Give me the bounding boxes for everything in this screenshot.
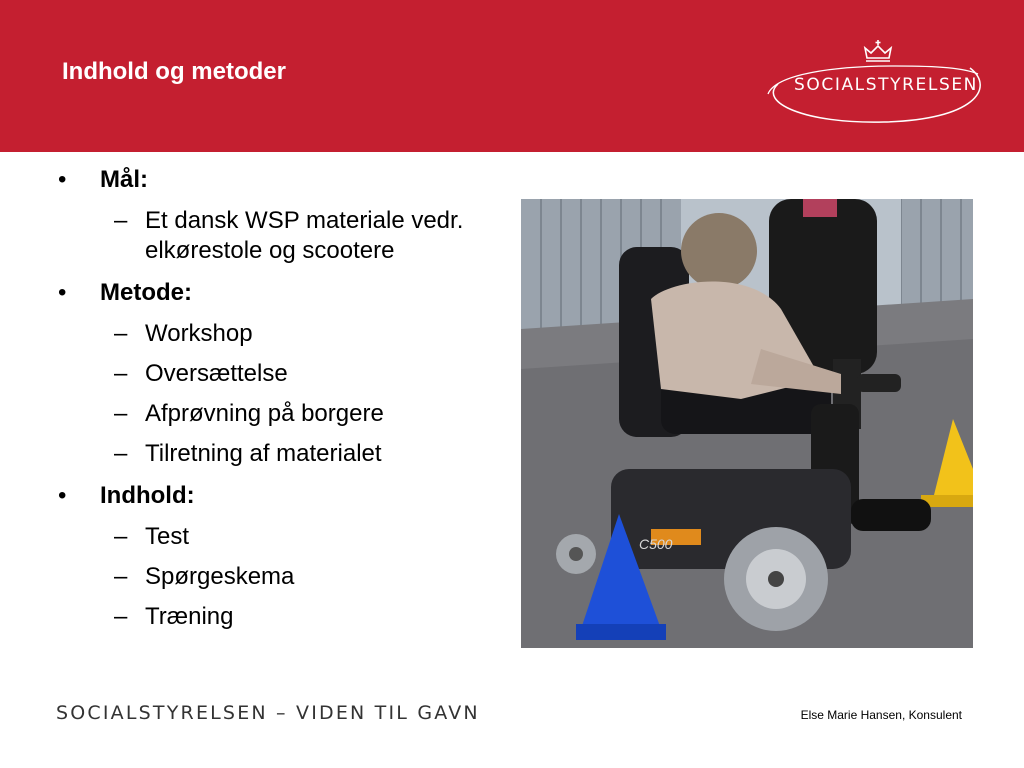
list-item [100, 359, 528, 389]
logo-text: SOCIALSTYRELSEN [794, 75, 978, 95]
list-item [100, 562, 528, 592]
bullet-icon: • [58, 279, 67, 306]
list-item-text: Oversættelse [145, 360, 288, 387]
crown-icon [865, 40, 891, 61]
dash-icon: – [114, 523, 128, 550]
chair-model-label: C500 [639, 536, 673, 552]
section-label: Metode: [100, 279, 192, 306]
dash-icon: – [114, 320, 128, 347]
list-item-text: Test [145, 523, 190, 550]
list-item-text: Tilretning af materialet [145, 440, 382, 467]
footer-brand: SOCIALSTYRELSEN – VIDEN TIL GAVN [56, 702, 480, 724]
bullet-icon: • [58, 482, 67, 509]
list-item [100, 206, 528, 266]
section-label: Indhold: [100, 482, 195, 509]
wheelchair-photo [521, 199, 973, 648]
section-goal [58, 166, 528, 266]
dash-icon: – [114, 360, 128, 387]
list-item [100, 522, 528, 552]
list-item-text: Træning [145, 603, 234, 630]
dash-icon: – [114, 563, 128, 590]
slide-title: Indhold og metoder [62, 58, 286, 85]
dash-icon: – [114, 440, 128, 467]
footer-author: Else Marie Hansen, Konsulent [800, 708, 962, 722]
wheelchair-photo-illustration [521, 199, 973, 648]
section-content [58, 482, 528, 632]
list-item [100, 399, 528, 429]
list-item-text: Et dansk WSP materiale vedr. elkørestole og scootere [145, 207, 464, 264]
list-item [100, 319, 528, 349]
dash-icon: – [114, 603, 128, 630]
bullet-icon: • [58, 166, 67, 193]
list-item-text: Spørgeskema [145, 563, 295, 590]
list-item-text: Afprøvning på borgere [145, 400, 384, 427]
dash-icon: – [114, 207, 128, 234]
section-method [58, 279, 528, 469]
list-item [100, 602, 528, 632]
list-item-text: Workshop [145, 320, 253, 347]
bullet-list [58, 166, 528, 645]
socialstyrelsen-logo [764, 38, 994, 130]
dash-icon: – [114, 400, 128, 427]
header-bar [0, 0, 1024, 152]
list-item [100, 439, 528, 469]
section-label: Mål: [100, 166, 148, 193]
